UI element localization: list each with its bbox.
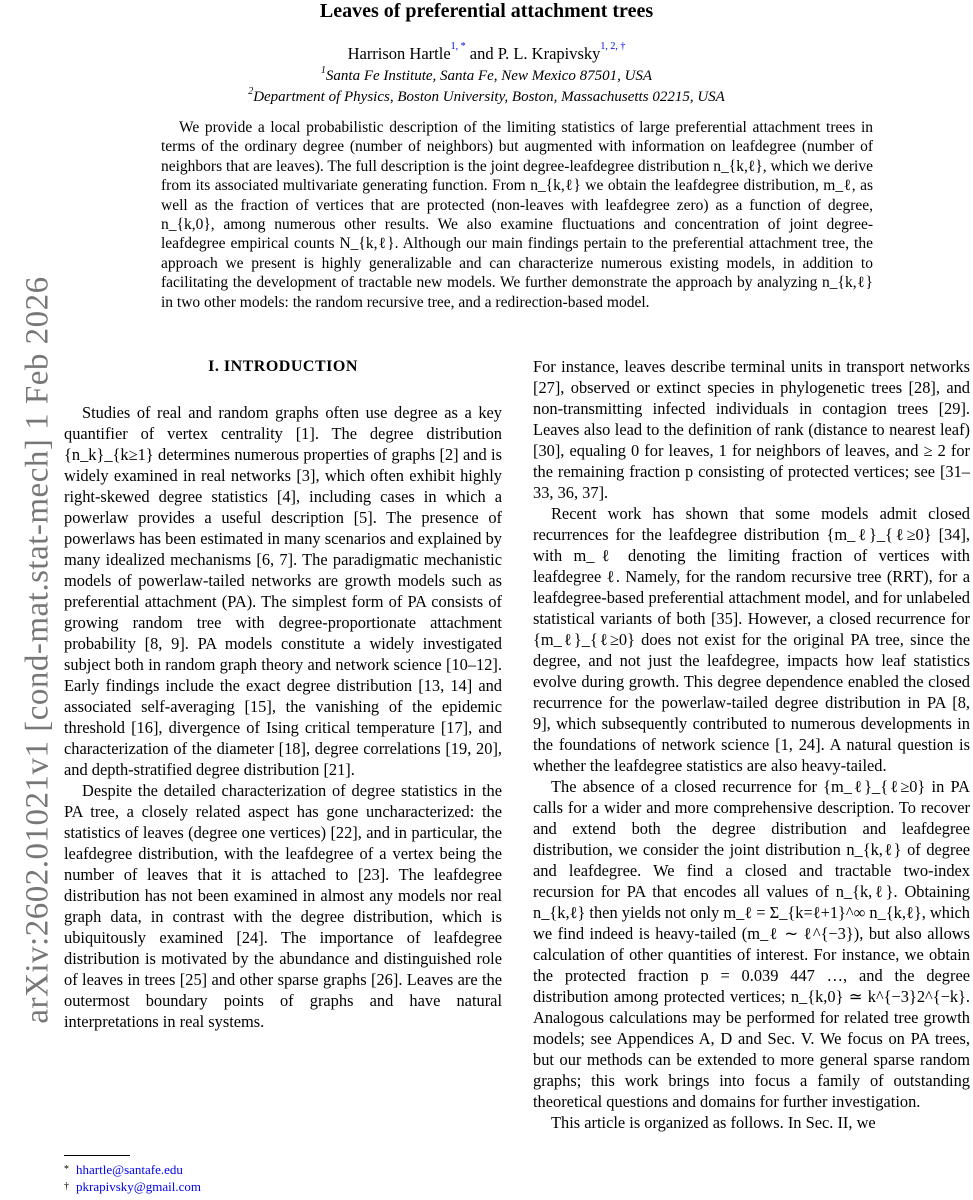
left-column — [64, 402, 502, 1032]
paragraph: The absence of a closed recurrence for {m_ℓ}_{ℓ≥0} in PA calls for a wider and more comprehensive description. To recover and extend both the degree distribution and leafdegree distribution, we consider the joint distribution n_{k,ℓ} of degree and leafdegree. We find a closed and tractable two-index recursion for PA that encodes all values of n_{k,ℓ}. Obtaining n_{k,ℓ} then yields not only m_ℓ = Σ_{k=ℓ+1}^∞ n_{k,ℓ}, which we find indeed is heavy-tailed (m_ℓ ∼ ℓ^{−3}), but also allows calculation of other quantities of interest. For instance, we obtain the protected fraction p = 0.039 447 …, and the degree distribution among protected vertices; n_{k,0} ≃ k^{−3}2^{−k}. Analogous calculations may be performed for related tree growth models; see Appendices A, D and Sec. V. We focus on PA trees, but our methods can be extended to more general sparse random graphs; this work brings into focus a family of outstanding theoretical questions and domains for further investigation. — [533, 777, 970, 1111]
affiliation-number: 2 — [248, 86, 254, 97]
author-line — [0, 41, 973, 64]
footnote — [64, 1178, 464, 1195]
footnotes — [64, 1161, 464, 1195]
author-name: P. L. Krapivsky — [497, 44, 601, 63]
paragraph: Despite the detailed characterization of degree statistics in the PA tree, a closely related aspect has gone uncharacterized: the statistics of leaves (degree one vertices) [22], and in particular, the leafdegree distribution, with the leafdegree of a vertex being the number of leaves that it is attached to [23]. The leafdegree distribution has not been examined in almost any models nor real graph data, in contrast with the degree distribution, which is ubiquitously examined [24]. The importance of leafdegree distribution is motivated by the abundance and distinguished role of leaves in trees [25] and other sparse graphs [26]. Leaves are the outermost boundary points of graphs and have natural interpretations in real systems. — [64, 781, 502, 1031]
paragraph: This article is organized as follows. In Sec. II, we — [551, 1113, 876, 1132]
author-footnote-link[interactable]: 1, * — [450, 41, 466, 52]
paragraph: Recent work has shown that some models admit closed recurrences for the leafdegree distribution {m_ℓ}_{ℓ≥0} [34], with m_ℓ denoting the limiting fraction of vertices with leafdegree ℓ. Namely, for the random recursive tree (RRT), for a leafdegree-based preferential attachment model, and for unlabeled statistical variants of both [35]. However, a closed recurrence for {m_ℓ}_{ℓ≥0} does not exist for the original PA tree, since the degree, and not just the leafdegree, impacts how leaf statistics evolve during growth. This degree dependence enabled the closed recurrence for the powerlaw-tailed degree distribution in PA [8, 9], which subsequently contributed to numerous developments in the foundations of network science [1, 24]. A natural question is whether the leafdegree statistics are also heavy-tailed. — [533, 504, 970, 775]
abstract: We provide a local probabilistic description of the limiting statistics of large preferential attachment trees in terms of the ordinary degree (number of neighbors) but augmented with information on leafdegree (number of neighbors that are leaves). The full description is the joint degree-leafdegree distribution n_{k,ℓ}, which we derive from its associated multivariate generating function. From n_{k,ℓ} we obtain the leafdegree distribution, m_ℓ, as well as the fraction of vertices that are protected (non-leaves with leafdegree zero) as a function of degree, n_{k,0}, among numerous other results. We also examine fluctuations and concentration of joint degree-leafdegree empirical counts N_{k,ℓ}. Although our main findings pertain to the preferential attachment tree, the approach we present is highly generalizable and can characterize numerous existing models, in addition to facilitating the development of tractable new models. We further demonstrate the approach by analyzing n_{k,ℓ} in two other models: the random recursive tree, and a redirection-based model. — [161, 119, 873, 311]
affiliation-text: Santa Fe Institute, Santa Fe, New Mexico 87501, USA — [325, 68, 653, 84]
paragraph: Studies of real and random graphs often use degree as a key quantifier of vertex centrality [1]. The degree distribution {n_k}_{k≥1} determines numerous properties of graphs [2] and is widely examined in real networks [3], which often exhibit highly right-skewed degree statistics [4], including cases in which a powerlaw provides a useful description [5]. The presence of powerlaws has been estimated in many scenarios and explained by many idealized mechanisms [6, 7]. The paradigmatic mechanistic models of powerlaw-tailed networks are growth models such as preferential attachment (PA). The simplest form of PA consists of growing random tree with degree-proportionate attachment probability [8, 9]. PA models constitute a widely investigated subject both in random graph theory and network science [10–12]. Early findings include the exact degree distribution [13, 14] and associated self-averaging [15], the vanishing of the epidemic threshold [16], divergence of Ising critical temperature [17], and characterization of the diameter [18], degree correlations [19, 20], and depth-stratified degree distribution [21]. — [64, 403, 502, 779]
footnote — [64, 1161, 464, 1178]
section-heading: I. INTRODUCTION — [208, 358, 358, 375]
author-name: Harrison Hartle — [347, 44, 451, 63]
affiliation-number: 1 — [320, 65, 326, 76]
author-footnote-link[interactable]: 1, 2, † — [600, 41, 626, 52]
affiliation — [0, 86, 973, 106]
email-link[interactable]: hhartle@santafe.edu — [76, 1162, 183, 1177]
right-column — [533, 356, 970, 1133]
paragraph: For instance, leaves describe terminal units in transport networks [27], observed or extinct species in phylogenetic trees [28], and non-transmitting infected individuals in contagion trees [29]. Leaves also lead to the definition of rank (distance to nearest leaf) [30], equaling 0 for leaves, 1 for neighbors of leaves, and ≥ 2 for the remaining fraction p consisting of protected vertices; see [31–33, 36, 37]. — [533, 357, 970, 502]
footnote-mark: * — [64, 1164, 69, 1175]
arxiv-identifier: arXiv:2602.01021v1 [cond-mat.stat-mech] 1 Feb 2026 — [19, 276, 56, 1024]
footnote-mark: † — [64, 1181, 69, 1192]
footnote-divider — [64, 1155, 130, 1156]
paper-title: Leaves of preferential attachment trees — [319, 0, 654, 22]
author-conjunction: and — [469, 44, 494, 63]
affiliation — [0, 65, 973, 85]
affiliation-text: Department of Physics, Boston University, Boston, Massachusetts 02215, USA — [253, 89, 725, 105]
email-link[interactable]: pkrapivsky@gmail.com — [76, 1179, 201, 1194]
